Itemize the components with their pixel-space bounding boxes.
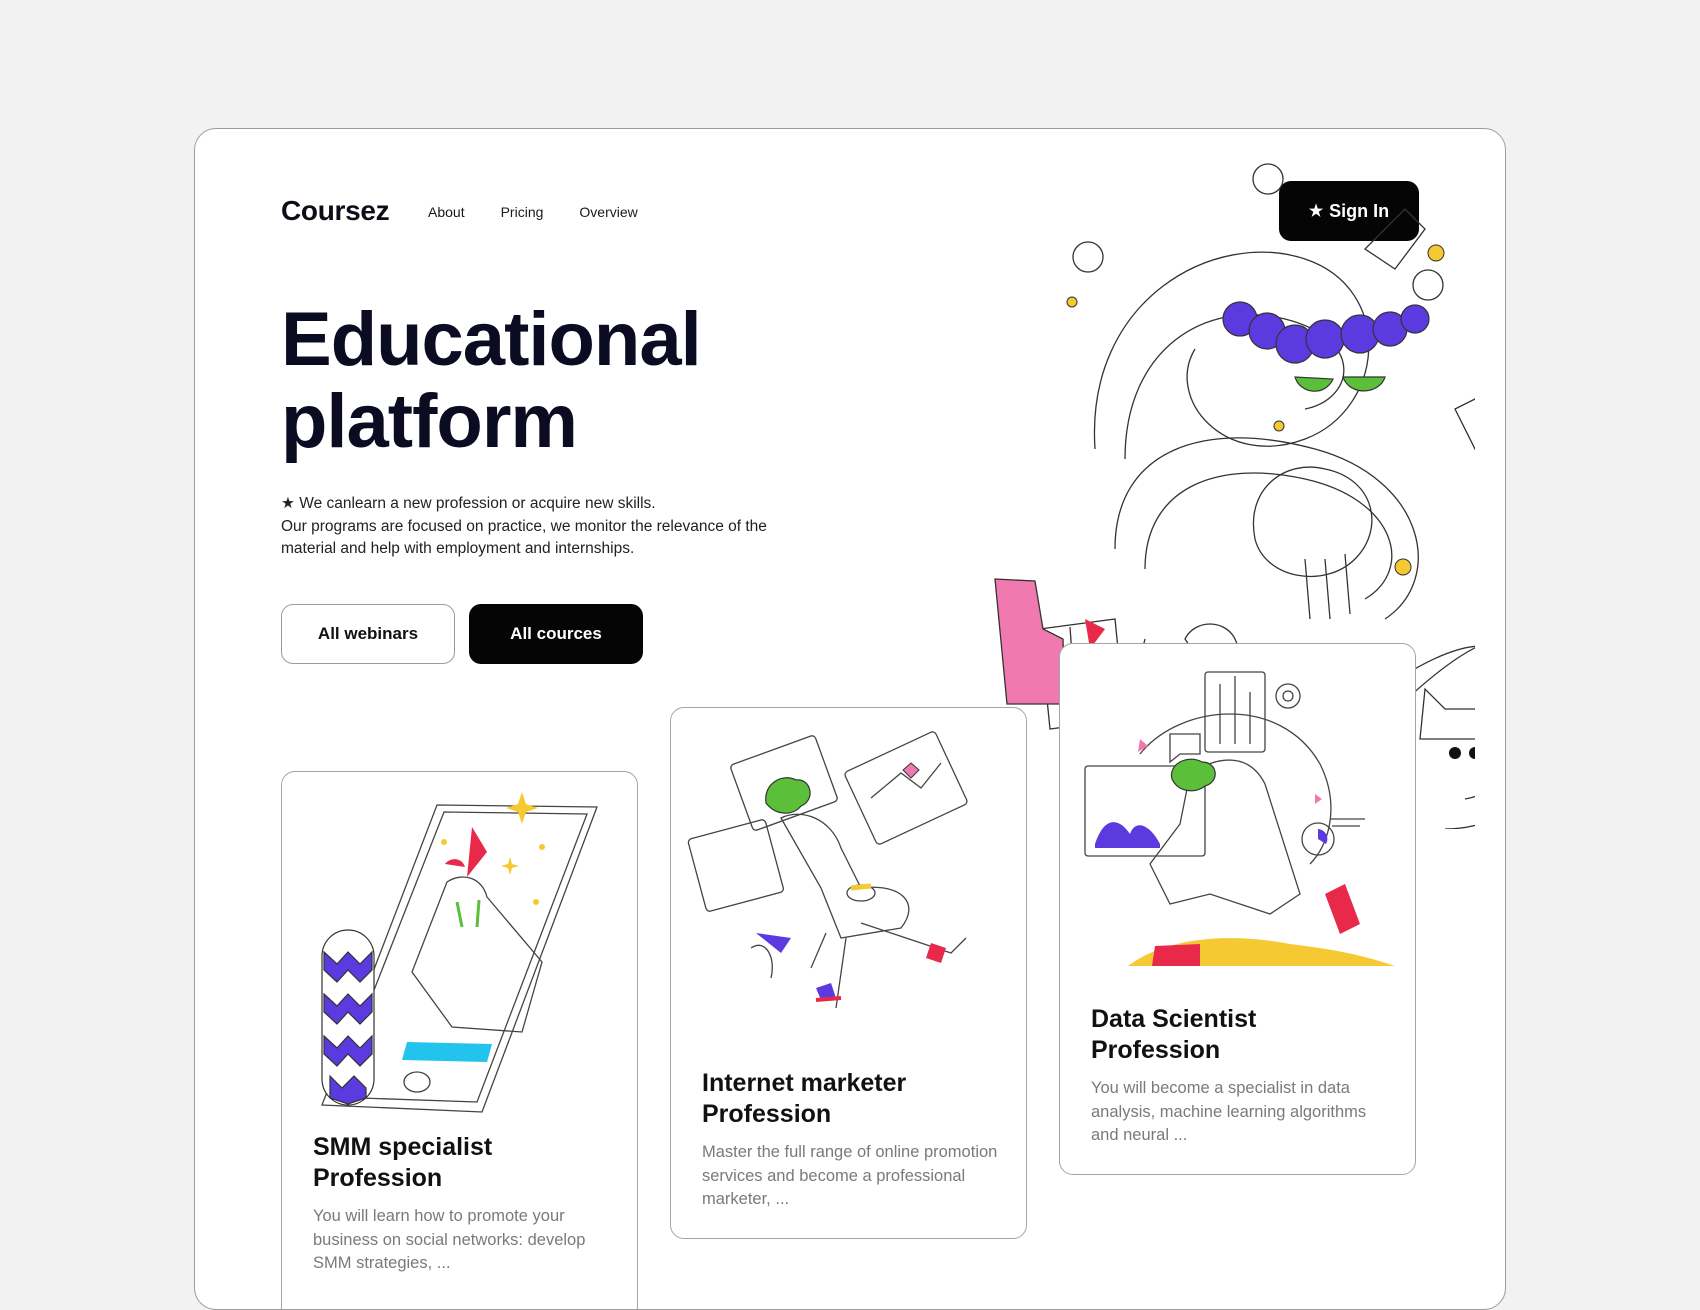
all-webinars-button[interactable]: All webinars	[281, 604, 455, 664]
card-title	[313, 1132, 613, 1194]
card-description: Master the full range of online promotion services and become a professional marketer, ...	[702, 1143, 998, 1208]
top-nav	[428, 204, 638, 220]
hero-desc-line2: Our programs are focused on practice, we monitor the relevance of the material and help with employment and internships.	[281, 517, 767, 557]
card-description: You will learn how to promote your business on social networks: develop SMM strategies, ...	[313, 1207, 586, 1272]
card-title-line2: Profession	[702, 1100, 832, 1128]
star-icon: ★	[1308, 203, 1324, 220]
all-courses-button[interactable]: All cources	[469, 604, 643, 664]
card-title	[702, 1068, 1002, 1130]
card-title-line2: Profession	[1091, 1036, 1221, 1064]
sign-in-label: Sign In	[1329, 200, 1390, 221]
data-scientist-illustration	[1060, 644, 1415, 984]
page-title	[281, 299, 841, 463]
smm-illustration	[282, 772, 637, 1132]
card-title-line2: Profession	[313, 1164, 443, 1192]
card-description: You will become a specialist in data analysis, machine learning algorithms and neural ...	[1091, 1079, 1367, 1144]
page-title-line2: platform	[281, 379, 577, 464]
hero-desc-line1: We canlearn a new profession or acquire new skills.	[299, 495, 656, 512]
card-title-line1: SMM specialist	[313, 1133, 493, 1161]
hero-description	[281, 493, 771, 561]
course-card-data-scientist[interactable]	[1059, 643, 1416, 1175]
course-card-internet-marketer[interactable]	[670, 707, 1027, 1239]
nav-link-overview[interactable]: Overview	[579, 204, 638, 220]
nav-link-about[interactable]: About	[428, 204, 465, 220]
page-title-line1: Educational	[281, 297, 701, 382]
main-window	[194, 128, 1506, 1310]
course-card-smm[interactable]	[281, 771, 638, 1310]
card-title-line1: Data Scientist	[1091, 1005, 1257, 1033]
nav-link-pricing[interactable]: Pricing	[500, 204, 544, 220]
card-title-line1: Internet marketer	[702, 1069, 907, 1097]
star-icon: ★	[281, 495, 295, 512]
internet-marketer-illustration	[671, 708, 1026, 1048]
brand-logo[interactable]: Coursez	[281, 195, 390, 226]
card-title	[1091, 1004, 1391, 1066]
